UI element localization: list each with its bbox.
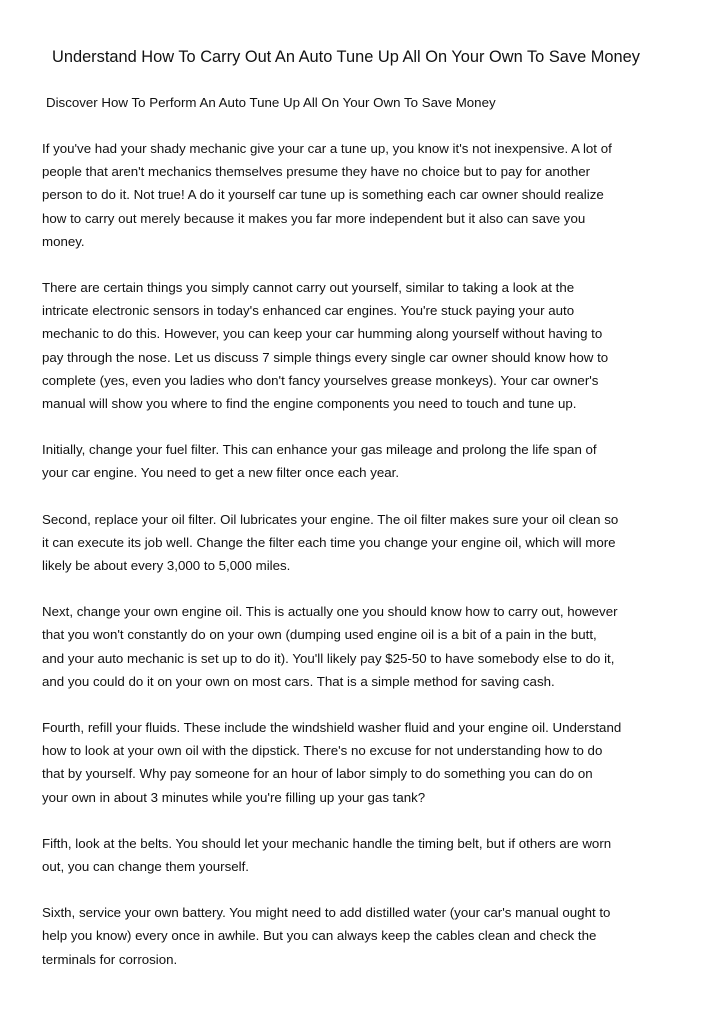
text-line: Initially, change your fuel filter. This can enhance your gas mileage and prolong the life span of xyxy=(42,442,597,458)
text-line: and your auto mechanic is set up to do it). You'll likely pay $25-50 to have somebody else to do it, xyxy=(42,650,615,666)
paragraph-battery xyxy=(42,901,692,971)
article-body xyxy=(42,137,692,994)
text-line: intricate electronic sensors in today's enhanced car engines. You're stuck paying your auto xyxy=(42,303,575,319)
text-line: your car engine. You need to get a new filter once each year. xyxy=(42,465,400,481)
text-line: mechanic to do this. However, you can keep your car humming along yourself without having to xyxy=(42,326,603,342)
text-line: complete (yes, even you ladies who don't fancy yourselves grease monkeys). Your car owner's xyxy=(42,372,599,388)
paragraph-fluids xyxy=(42,716,692,809)
text-line: how to carry out merely because it makes you far more independent but it also can save you xyxy=(42,210,586,226)
text-line: your own in about 3 minutes while you're filling up your gas tank? xyxy=(42,789,426,805)
paragraph-oil-filter xyxy=(42,508,692,578)
text-line: Next, change your own engine oil. This is actually one you should know how to carry out, however xyxy=(42,604,618,620)
text-line: Sixth, service your own battery. You might need to add distilled water (your car's manual ought to xyxy=(42,905,611,921)
text-line: person to do it. Not true! A do it yourself car tune up is something each car owner should realize xyxy=(42,187,604,203)
text-line: manual will show you where to find the engine components you need to touch and tune up. xyxy=(42,396,577,412)
text-line: pay through the nose. Let us discuss 7 simple things every single car owner should know how to xyxy=(42,349,609,365)
text-line: If you've had your shady mechanic give your car a tune up, you know it's not inexpensive. A lot of xyxy=(42,141,612,156)
text-line: that by yourself. Why pay someone for an hour of labor simply to do something you can do on xyxy=(42,766,593,782)
paragraph-intro xyxy=(42,137,692,253)
text-line: likely be about every 3,000 to 5,000 miles. xyxy=(42,558,291,574)
text-line: how to look at your own oil with the dipstick. There's no excuse for not understanding how to do xyxy=(42,743,603,759)
page-subtitle: Discover How To Perform An Auto Tune Up All On Your Own To Save Money xyxy=(46,95,496,110)
paragraph-limitations xyxy=(42,276,692,415)
paragraph-fuel-filter xyxy=(42,438,692,484)
paragraph-belts xyxy=(42,832,692,878)
text-line: people that aren't mechanics themselves presume they have no choice but to pay for another xyxy=(42,164,591,180)
text-line: it can execute its job well. Change the filter each time you change your engine oil, which will more xyxy=(42,534,616,550)
text-line: Fifth, look at the belts. You should let your mechanic handle the timing belt, but if others are worn xyxy=(42,835,612,851)
text-line: and you could do it on your own on most cars. That is a simple method for saving cash. xyxy=(42,673,555,689)
paragraph-engine-oil xyxy=(42,600,692,693)
text-line: out, you can change them yourself. xyxy=(42,859,249,875)
text-line: terminals for corrosion. xyxy=(42,951,178,967)
text-line: that you won't constantly do on your own (dumping used engine oil is a bit of a pain in the butt, xyxy=(42,627,597,643)
text-line: Second, replace your oil filter. Oil lubricates your engine. The oil filter makes sure your oil clean so xyxy=(42,511,619,527)
text-line: money. xyxy=(42,233,85,249)
page-title: Understand How To Carry Out An Auto Tune Up All On Your Own To Save Money xyxy=(52,48,640,66)
text-line: There are certain things you simply cannot carry out yourself, similar to taking a look at the xyxy=(42,280,575,296)
text-line: help you know) every once in awhile. But you can always keep the cables clean and check the xyxy=(42,928,597,944)
text-line: Fourth, refill your fluids. These include the windshield washer fluid and your engine oil. Understand xyxy=(42,720,622,736)
